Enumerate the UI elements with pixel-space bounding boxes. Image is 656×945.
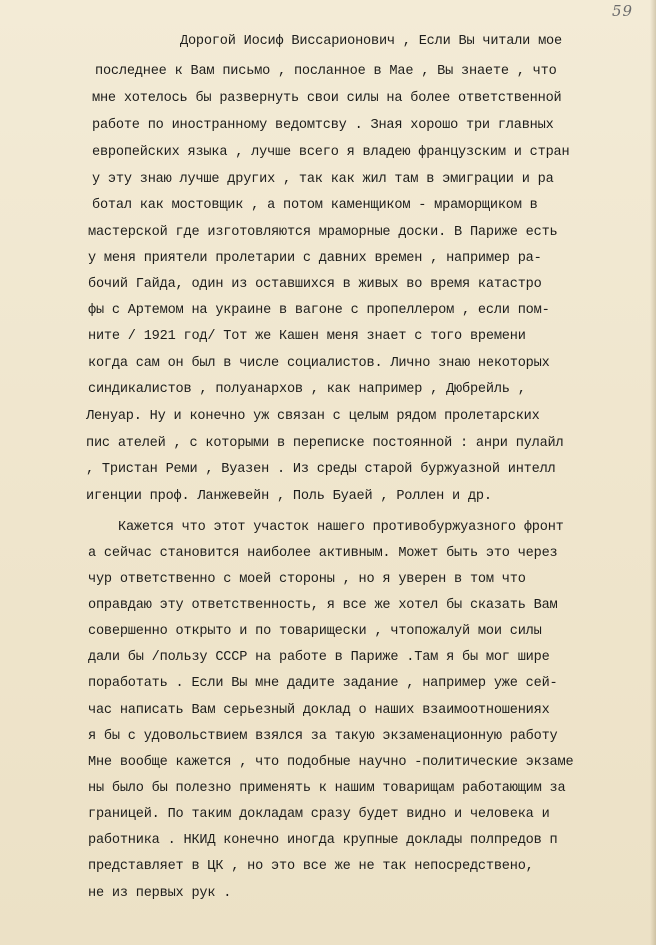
text-line: я бы с удовольствием взялся за такую экзаменационную работу: [88, 729, 558, 744]
text-line: Ленуар. Ну и конечно уж связан с целым рядом пролетарских: [86, 409, 540, 424]
text-line: чур ответственно с моей стороны , но я уверен в том что: [88, 572, 526, 587]
text-line: границей. По таким докладам сразу будет видно и человека и: [88, 807, 550, 822]
text-line: ните / 1921 год/ Тот же Кашен меня знает с того времени: [88, 329, 526, 344]
text-line: у меня приятели пролетарии с давних времен , например ра-: [88, 251, 542, 266]
text-line: ны было бы полезно применять к нашим товарищам работающим за: [88, 781, 566, 796]
text-line: когда сам он был в числе социалистов. Лично знаю некоторых: [88, 356, 550, 371]
text-line: бочий Гайда, один из оставшихся в живых во время катастро: [88, 277, 542, 292]
text-line: пис ателей , с которыми в переписке постоянной : анри пулайл: [86, 436, 564, 451]
text-line: не из первых рук .: [88, 886, 232, 901]
text-line: а сейчас становится наиболее активным. Может быть это через: [88, 546, 558, 561]
text-line: Мне вообще кажется , что подобные научно -политические экзаме: [88, 755, 574, 770]
text-line: мне хотелось бы развернуть свои силы на более ответственной: [92, 91, 562, 106]
text-line: представляет в ЦК , но это все же не так непосредствено,: [88, 859, 534, 874]
text-line: совершенно открыто и по товарищески , чтопожалуй мои силы: [88, 624, 542, 639]
text-line: фы с Артемом на украине в вагоне с пропеллером , если пом-: [88, 303, 550, 318]
text-line: час написать Вам серьезный доклад о наших взаимоотношениях: [88, 703, 550, 718]
text-line: Кажется что этот участок нашего противобуржуазного фронт: [118, 520, 564, 535]
text-line: поработать . Если Вы мне дадите задание , например уже сей-: [88, 676, 558, 691]
text-line: европейских языка , лучше всего я владею французским и стран: [92, 145, 570, 160]
page-number: 59: [612, 2, 634, 20]
text-line: у эту знаю лучше других , так как жил там в эмиграции и ра: [92, 172, 554, 187]
text-line: ботал как мостовщик , а потом каменщиком - мраморщиком в: [92, 198, 538, 213]
text-line: синдикалистов , полуанархов , как например , Дюбрейль ,: [88, 382, 526, 397]
text-line: , Тристан Реми , Вуазен . Из среды старой буржуазной интелл: [86, 462, 556, 477]
text-line: последнее к Вам письмо , посланное в Мае , Вы знаете , что: [95, 64, 557, 79]
text-line: мастерской где изготовляются мраморные доски. В Париже есть: [88, 225, 558, 240]
text-line: работника . НКИД конечно иногда крупные доклады полпредов п: [88, 833, 558, 848]
text-line: работе по иностранному ведомтсву . Зная хорошо три главных: [92, 118, 554, 133]
text-line: Дорогой Иосиф Виссарионович , Если Вы читали мое: [180, 34, 562, 49]
text-line: дали бы /пользу СССР на работе в Париже .Там я бы мог шире: [88, 650, 550, 665]
text-line: игенции проф. Ланжевейн , Поль Буаей , Роллен и др.: [86, 489, 492, 504]
text-line: оправдаю эту ответственность, я все же хотел бы сказать Вам: [88, 598, 558, 613]
